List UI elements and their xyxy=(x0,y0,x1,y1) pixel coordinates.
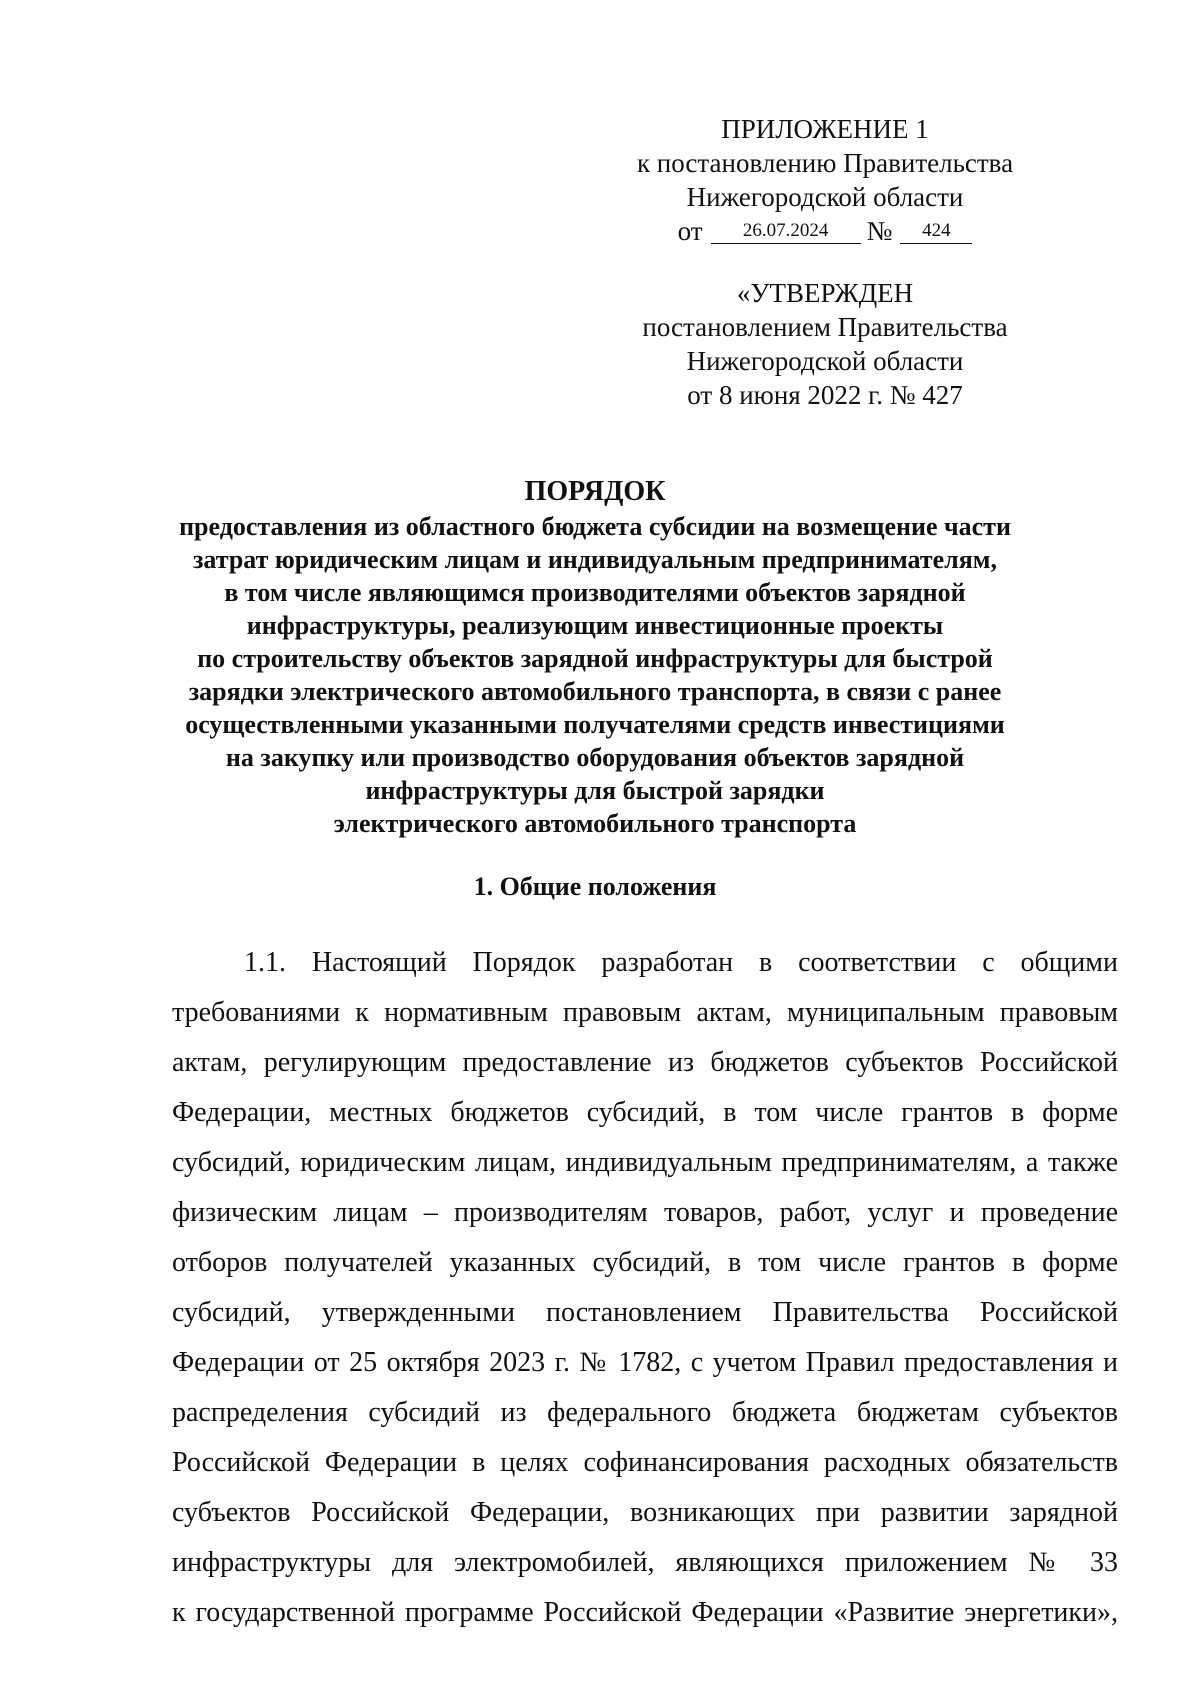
decree-number-field: 424 xyxy=(900,219,972,244)
paragraph-line: 1.1. Настоящий Порядок разработан в соответствии с общими xyxy=(244,947,1118,978)
title-line: зарядки электрического автомобильного транспорта, в связи с ранее xyxy=(188,677,1002,706)
title-line: осуществленными указанными получателями средств инвестициями xyxy=(185,710,1005,739)
appendix-header xyxy=(600,112,1050,248)
appendix-title: ПРИЛОЖЕНИЕ 1 xyxy=(721,114,929,144)
title-line: электрического автомобильного транспорта xyxy=(333,809,857,838)
appendix-reference-line: к постановлению Правительства xyxy=(636,148,1014,178)
approved-region-line: Нижегородской области xyxy=(686,346,964,376)
title-line: по строительству объектов зарядной инфраструктуры для быстрой xyxy=(197,644,993,673)
appendix-date-line xyxy=(600,214,1050,248)
paragraph-line: Федерации от 25 октября 2023 г. № 1782, с учетом Правил предоставления и xyxy=(172,1347,1118,1378)
number-sign: № xyxy=(866,216,893,246)
paragraph-line: к государственной программе Российской Федерации «Развитие энергетики», xyxy=(172,1597,1118,1628)
title-line: предоставления из областного бюджета субсидии на возмещение части xyxy=(179,512,1011,541)
approved-label: «УТВЕРЖДЕН xyxy=(736,278,914,308)
appendix-region-line: Нижегородской области xyxy=(686,182,964,212)
title-line: инфраструктуры, реализующим инвестиционные проекты xyxy=(246,611,944,640)
paragraph-line: Российской Федерации в целях софинансирования расходных обязательств xyxy=(172,1447,1118,1478)
date-prefix: от xyxy=(677,216,703,246)
title-line: в том числе являющимся производителями объектов зарядной xyxy=(224,578,966,607)
approved-date-line: от 8 июня 2022 г. № 427 xyxy=(687,380,963,410)
approval-block xyxy=(600,276,1050,412)
approved-by-line: постановлением Правительства xyxy=(642,312,1008,342)
paragraph-line: актам, регулирующим предоставление из бюджетов субъектов Российской xyxy=(172,1047,1118,1078)
paragraph-line: субсидий, утвержденными постановлением Правительства Российской xyxy=(172,1297,1118,1328)
decree-date-field: 26.07.2024 xyxy=(711,219,861,244)
paragraph-line: требованиями к нормативным правовым актам, муниципальным правовым xyxy=(172,997,1118,1028)
paragraph-line: отборов получателей указанных субсидий, в том числе грантов в форме xyxy=(172,1247,1118,1278)
document-title: ПОРЯДОК xyxy=(524,476,666,507)
section-body-paragraph xyxy=(172,938,1118,1638)
title-line: на закупку или производство оборудования объектов зарядной xyxy=(225,743,965,772)
title-line: инфраструктуры для быстрой зарядки xyxy=(365,776,825,805)
paragraph-line: субъектов Российской Федерации, возникающих при развитии зарядной xyxy=(172,1497,1118,1528)
paragraph-line: субсидий, юридическим лицам, индивидуальным предпринимателям, а также xyxy=(172,1147,1118,1178)
title-line: затрат юридическим лицам и индивидуальным предпринимателям, xyxy=(192,545,998,574)
section-heading: 1. Общие положения xyxy=(473,872,717,901)
paragraph-line: физическим лицам – производителям товаров, работ, услуг и проведение xyxy=(172,1197,1118,1228)
paragraph-line: инфраструктуры для электромобилей, являющихся приложением № 33 xyxy=(172,1547,1118,1578)
document-title-block xyxy=(140,474,1050,840)
paragraph-line: Федерации, местных бюджетов субсидий, в том числе грантов в форме xyxy=(172,1097,1118,1128)
paragraph-line: распределения субсидий из федерального бюджета бюджетам субъектов xyxy=(172,1397,1118,1428)
